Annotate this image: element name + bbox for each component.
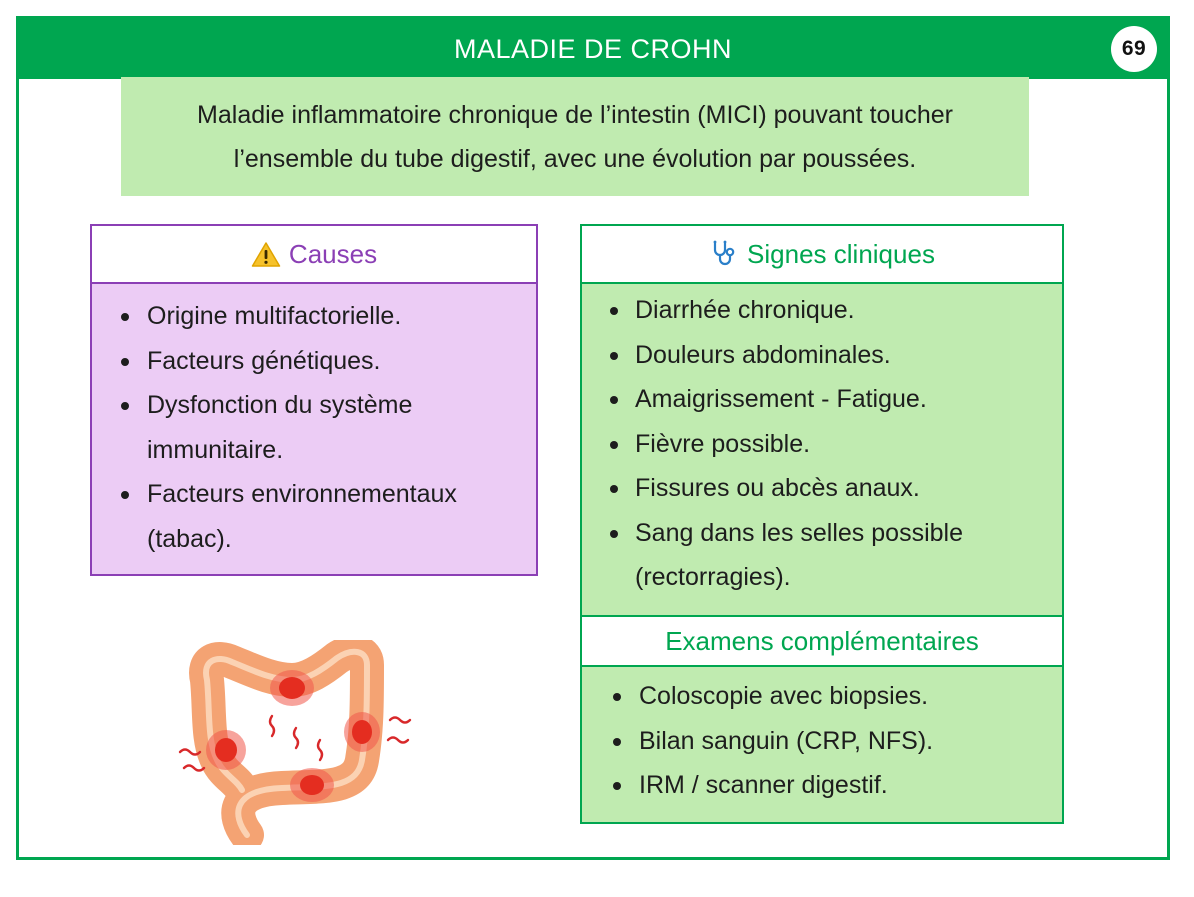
- examens-list: [582, 674, 1062, 808]
- list-item: Bilan sanguin (CRP, NFS).: [582, 719, 1062, 764]
- causes-header: [92, 226, 536, 284]
- list-item: Diarrhée chronique.: [582, 288, 1062, 333]
- list-item: Amaigrissement - Fatigue.: [582, 377, 1062, 422]
- stethoscope-icon: [709, 239, 739, 269]
- causes-list: [92, 284, 536, 561]
- list-item: Origine multifactorielle.: [92, 294, 536, 339]
- intro-text: Maladie inflammatoire chronique de l’intestin (MICI) pouvant toucher l’ensemble du tube digestif, avec une évolution par poussées.: [197, 100, 953, 173]
- list-item: Facteurs génétiques.: [92, 339, 536, 384]
- list-item: Facteurs environnementaux (tabac).: [92, 472, 536, 561]
- list-item: Douleurs abdominales.: [582, 333, 1062, 378]
- causes-box: [90, 224, 538, 576]
- list-item: Dysfonction du système immunitaire.: [92, 383, 536, 472]
- intro-box: [121, 77, 1029, 196]
- page-header: [19, 19, 1167, 79]
- signes-header: [582, 226, 1062, 284]
- signes-box: [580, 224, 1064, 824]
- examens-title: Examens complémentaires: [665, 625, 979, 656]
- inflamed-intestine-icon: [172, 640, 412, 845]
- page-title: MALADIE DE CROHN: [453, 34, 733, 64]
- examens-header: [582, 615, 1062, 667]
- list-item: IRM / scanner digestif.: [582, 763, 1062, 808]
- list-item: Fissures ou abcès anaux.: [582, 466, 1062, 511]
- page-number-badge: 69: [1111, 26, 1157, 72]
- signes-title: Signes cliniques: [747, 238, 935, 269]
- list-item: Sang dans les selles possible (rectorragies).: [582, 511, 1062, 600]
- signes-list: [582, 284, 1062, 600]
- list-item: Coloscopie avec biopsies.: [582, 674, 1062, 719]
- list-item: Fièvre possible.: [582, 422, 1062, 467]
- causes-title: Causes: [288, 238, 378, 269]
- warning-icon: [251, 241, 281, 268]
